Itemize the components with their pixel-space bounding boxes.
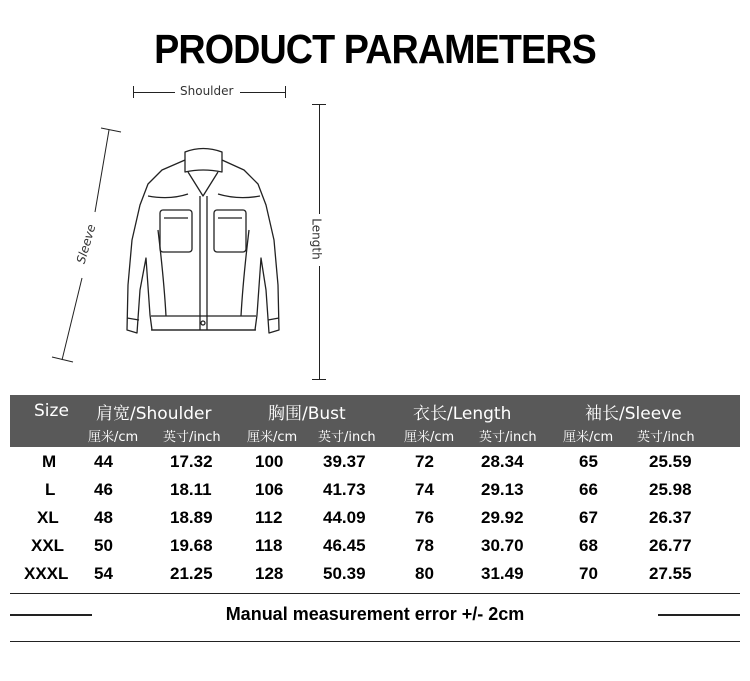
value-cell: 80 [415,564,434,583]
size-table-header [10,395,740,447]
value-cell: 50.39 [323,564,366,583]
shoulder-header: 肩宽/Shoulder [96,404,212,424]
value-cell: 76 [415,508,434,527]
value-cell: 26.37 [649,508,692,527]
value-cell: 70 [579,564,598,583]
value-cell: 19.68 [170,536,213,555]
value-cell: 46 [94,480,113,499]
shoulder-label: Shoulder [180,84,234,98]
size-cell: M [42,452,57,471]
value-cell: 44 [94,452,113,471]
table-row [10,533,740,561]
measurement-note: Manual measurement error +/- 2cm [225,604,525,624]
shoulder-cm-header: 厘米/cm [88,430,139,445]
size-header: Size [34,401,69,421]
bust-cm-header: 厘米/cm [247,430,298,445]
length-header: 衣长/Length [413,404,512,424]
sleeve-inch-header: 英寸/inch [637,430,695,445]
table-row [10,449,740,477]
value-cell: 26.77 [649,536,692,555]
value-cell: 112 [255,508,283,527]
value-cell: 18.11 [170,480,212,499]
value-cell: 31.49 [481,564,524,583]
sleeve-header: 袖长/Sleeve [585,404,682,424]
table-row [10,505,740,533]
value-cell: 30.70 [481,536,524,555]
size-cell: XL [37,508,59,527]
value-cell: 18.89 [170,508,213,527]
value-cell: 46.45 [323,536,366,555]
table-row [10,561,740,589]
divider-top [10,593,740,594]
value-cell: 72 [415,452,434,471]
value-cell: 54 [94,564,113,583]
value-cell: 39.37 [323,452,366,471]
sleeve-label: Sleeve [73,222,99,266]
value-cell: 67 [579,508,598,527]
value-cell: 74 [415,480,434,499]
value-cell: 17.32 [170,452,213,471]
value-cell: 29.13 [481,480,524,499]
value-cell: 27.55 [649,564,692,583]
value-cell: 100 [255,452,284,471]
value-cell: 25.59 [649,452,692,471]
value-cell: 128 [255,564,284,583]
value-cell: 68 [579,536,598,555]
size-cell: XXL [31,536,65,555]
bust-inch-header: 英寸/inch [318,430,376,445]
bust-header: 胸围/Bust [268,404,346,424]
sleeve-cm-header: 厘米/cm [563,430,614,445]
value-cell: 118 [255,536,283,555]
size-cell: XXXL [24,564,69,583]
value-cell: 50 [94,536,113,555]
shoulder-inch-header: 英寸/inch [163,430,221,445]
length-cm-header: 厘米/cm [404,430,455,445]
table-row [10,477,740,505]
length-inch-header: 英寸/inch [479,430,537,445]
value-cell: 66 [579,480,598,499]
length-label: Length [309,218,324,260]
size-cell: L [45,480,56,499]
value-cell: 48 [94,508,113,527]
value-cell: 106 [255,480,284,499]
value-cell: 44.09 [323,508,366,527]
page-title: PRODUCT PARAMETERS [154,26,596,72]
value-cell: 29.92 [481,508,524,527]
value-cell: 65 [579,452,598,471]
value-cell: 78 [415,536,434,555]
divider-bottom [10,641,740,642]
value-cell: 21.25 [170,564,213,583]
value-cell: 25.98 [649,480,692,499]
value-cell: 28.34 [481,452,524,471]
value-cell: 41.73 [323,480,366,499]
